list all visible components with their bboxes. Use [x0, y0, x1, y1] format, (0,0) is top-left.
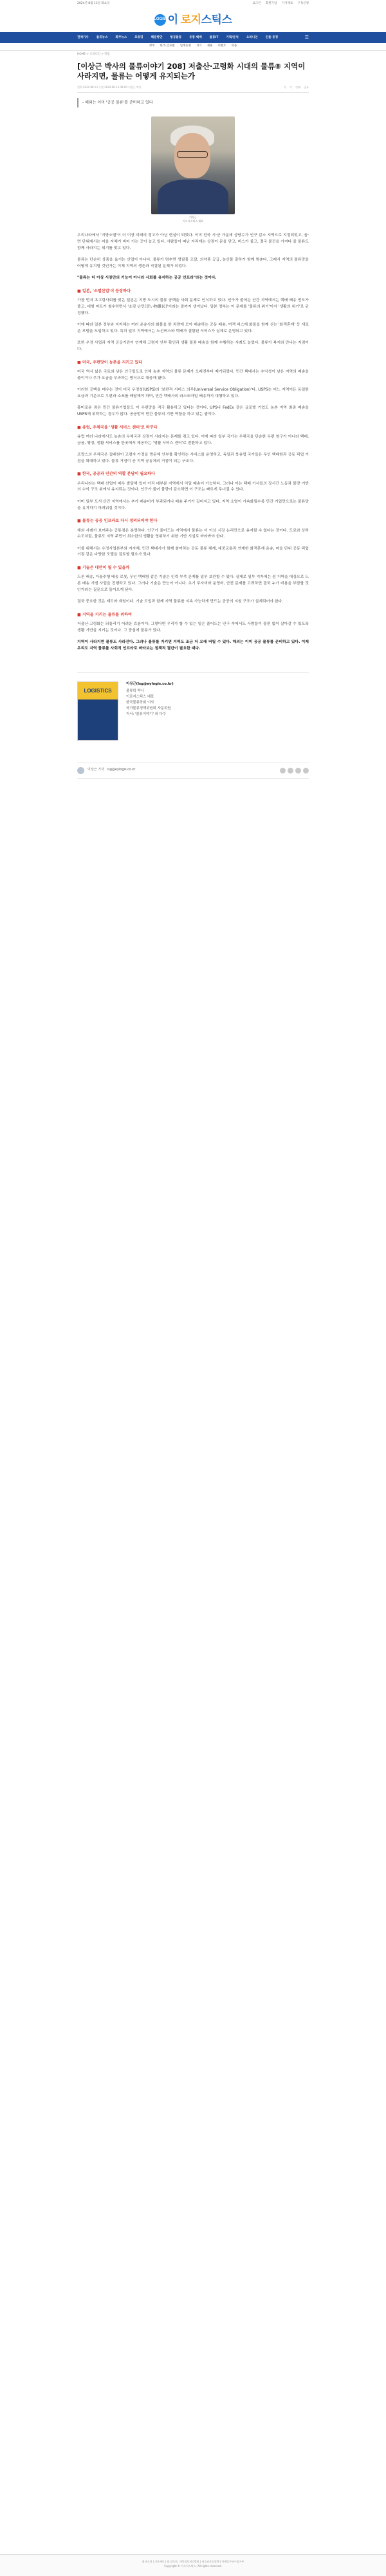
- share-button[interactable]: 공유: [304, 85, 309, 89]
- report-link[interactable]: 기사제보: [281, 1, 293, 5]
- bullet-icon: ■: [77, 360, 82, 365]
- nav-item[interactable]: 전체기사: [77, 35, 89, 39]
- nav-item[interactable]: 항공물류: [170, 35, 182, 39]
- paragraph: 저출산·고령화는 되돌리기 어려운 흐름이다. 그렇다면 우리가 할 수 있는 일은 줄어드는 인구 속에서도 사람들이 불편 없이 살아갈 수 있도록 생활 기반을 지키는 것이다. 그 중심에 물류가 있다.: [77, 622, 309, 633]
- site-logo[interactable]: [154, 12, 232, 28]
- subnav-item[interactable]: 제휴: [207, 44, 213, 48]
- subnav-item[interactable]: 피플: [231, 44, 237, 48]
- logo-mark: LOGIS: [154, 14, 166, 26]
- nav-item[interactable]: 오피니언: [246, 35, 258, 39]
- article-meta-info: 입력 2024.08.13 수정 2024.08.13 09:00 이상근 박사: [77, 85, 142, 89]
- section-heading: ■ 지역을 지키는 물류를 위하여: [77, 612, 132, 617]
- article-subtitle: - 해외는 이미 '공공 물류'를 준비하고 있다: [77, 98, 309, 107]
- logo-name: 이 로지스틱스: [167, 13, 232, 26]
- section-heading: ■ 일본, '소멸산업'이 등장하다: [77, 288, 131, 293]
- paragraph: 드론 배송, 자율주행 배송 로봇, 무인 택배함 같은 기술은 인력 부족 문제를 일부 보완할 수 있다. 실제로 일부 지자체는 섬 지역을 대상으로 드론 배송 시범 사업을 진행하고 있다. 그러나 기술은 만능이 아니다. 초기 투자비와 운영비, 안전 문제를 고려하면 결국 누가 비용을 부담할 것인가라는 질문으로 돌아오게 된다.: [77, 575, 309, 592]
- bullet-icon: ■: [77, 472, 82, 477]
- section-heading: ■ 한국, 공공과 민간의 역할 분담이 필요하다: [77, 472, 155, 477]
- nav-item[interactable]: 물류IT: [209, 35, 219, 39]
- author-name: 이상근(lsg@eylogis.co.kr): [126, 681, 174, 686]
- author-box: [77, 672, 309, 741]
- author-line: 한국물류학회 이사: [126, 700, 154, 705]
- paragraph: 이러한 공백을 메우는 것이 미국 우정청(USPS)의 '보편적 서비스 의무(Universal Service Obligation)'다. USPS는 어느 지역이든 동일한 요금과 기준으로 우편과 소포를 배달해야 하며, 민간 택배사의 라스트마일 배송까지 대행하고 있다.: [77, 388, 309, 398]
- nav-item[interactable]: 포워딩: [134, 35, 143, 39]
- section-heading: ■ 유럽, 우체국을 '생활 서비스 센터'로 바꾸다: [77, 425, 158, 430]
- paragraph: 지역이 사라지면 물류도 사라진다. 그러나 물류를 지키면 지역도 조금 더 오래 버틸 수 있다. 해외는 이미 공공 물류를 준비하고 있다. 이제 우리도 지역 물류를 사회적 인프라로 바라보는 정책적 결단이 필요한 때다.: [77, 640, 309, 651]
- bullet-icon: ■: [77, 565, 82, 570]
- kakao-icon[interactable]: [295, 768, 301, 774]
- paragraph: 우리나라에서 '지방소멸'이 더 이상 미래의 경고가 아닌 현실이 되었다. 이미 전국 시·군 가운데 상당수가 인구 감소 지역으로 지정되었고, 읍·면 단위에서는 마을 자체가 비어 가는 곳이 늘고 있다. 사람들이 떠난 자리에는 상점이 문을 닫고, 버스가 줄고, 결국 물건을 가져다 줄 물류도 함께 사라지는 위기를 맞고 있다.: [77, 234, 309, 250]
- print-button[interactable]: 인쇄: [295, 85, 300, 89]
- breadcrumb: HOME > 오피니언 > 칼럼: [77, 53, 110, 56]
- byline: [77, 763, 309, 779]
- nav-item[interactable]: 유통·택배: [189, 35, 202, 39]
- article-body: [77, 233, 309, 652]
- reporter-email[interactable]: lsg@eylogis.co.kr: [107, 768, 136, 772]
- login-link[interactable]: 로그인: [252, 1, 261, 5]
- reporter-name[interactable]: 이상근 기자: [87, 768, 104, 772]
- share-icons: [280, 768, 309, 774]
- top-links: [248, 2, 309, 6]
- author-line: 국가물류정책위원회 자문위원: [126, 706, 171, 710]
- paragraph: 해외 사례가 보여주는 공통점은 분명하다. 인구가 줄어드는 지역에서 물류는 더 이상 시장 논리만으로 유지될 수 없다는 것이다. 도로와 상하수도처럼, 물류도 지역 주민이 최소한의 생활을 영위하기 위한 기반 시설로 바라봐야 한다.: [77, 528, 309, 539]
- nav-item[interactable]: 해운항만: [151, 35, 163, 39]
- link-icon[interactable]: [303, 768, 309, 774]
- bullet-icon: ■: [77, 612, 82, 617]
- paragraph: 가장 먼저 초고령사회를 맞은 일본은 지방 도시의 물류 공백을 사회 문제로 인식하고 있다. 인구가 줄어든 산간 지역에서는 택배 배송 빈도가 줄고, 대형 마트가 철수하면서 '쇼핑 난민(買い物難民)'이라는 말까지 생겨났다. 일본 정부는 이 문제를 '물류의 위기'이자 '생활의 위기'로 규정했다.: [77, 299, 309, 315]
- paragraph: 흥미로운 점은 민간 물류기업들도 이 우편망을 적극 활용하고 있다는 것이다. UPS나 FedEx 같은 글로벌 기업도 농촌 지역 최종 배송을 USPS에 위탁하는 경우가 많다. 공공망이 민간 물류의 기반 역할을 하고 있는 셈이다.: [77, 406, 309, 416]
- bullet-icon: ■: [77, 425, 82, 430]
- author-line: 저서: '물류이야기' 외 다수: [126, 712, 166, 716]
- subnav-item[interactable]: 한국·글로벌: [160, 44, 175, 48]
- article-title: [이상근 박사의 물류이야기 208] 저출산·고령화 시대의 물류⑧ 지역이 사라지면, 물류는 어떻게 유지되는가: [77, 61, 306, 81]
- subnav-item[interactable]: 정부: [149, 44, 155, 48]
- author-line: 물류학 박사: [126, 689, 144, 693]
- paragraph: 물류는 단순히 상품을 옮기는 산업이 아니다. 물류가 멈추면 생필품 조달, 의약품 공급, 농산물 출하가 함께 멈춘다. 그래서 지역의 물류망을 어떻게 유지할 것인가는 이제 지역의 생존과 직결된 문제가 되었다.: [77, 258, 309, 268]
- nav-item[interactable]: 인물·동정: [265, 35, 279, 39]
- bullet-icon: ■: [77, 288, 82, 293]
- paragraph: 프랑스의 우체국은 집배원이 고령자 가정을 방문해 안부를 확인하는 서비스를 운영하고, 독일과 북유럽 국가들은 무인 택배함과 공동 픽업 거점을 확대하고 있다. 물류 거점이 곧 지역 공동체의 거점이 되는 구조다.: [77, 453, 309, 463]
- nav-item[interactable]: 화주뉴스: [115, 35, 127, 39]
- twitter-icon[interactable]: [288, 768, 293, 774]
- paragraph: "물류는 더 이상 시장만의 기능이 아니라 사회를 유지하는 공공 인프라"라는 것이다.: [77, 276, 217, 281]
- sub-nav: [0, 43, 386, 51]
- paragraph: 이미 일부 도서·산간 지역에서는 추가 배송비가 부과되거나 배송 주기가 길어지고 있다. 지역 소멸이 가속화될수록 민간 기업만으로는 물류망을 유지하기 어려워질 것이다.: [77, 499, 309, 510]
- copyright: Copyright © 이로지스틱스. All rights reserved.: [164, 2564, 222, 2568]
- paragraph: 결국 중요한 것은 제도와 재원이다. 기술 도입과 함께 지역 물류를 지속 가능하게 만드는 공공의 지원 구조가 설계되어야 한다.: [77, 600, 284, 604]
- article: [77, 62, 309, 779]
- subnav-item[interactable]: 이벤트: [217, 44, 226, 48]
- author-line: 이로지스틱스 대표: [126, 694, 154, 699]
- article-tools: [281, 86, 309, 89]
- font-size-down-button[interactable]: 가: [283, 85, 286, 89]
- paragraph: 우리나라는 택배 산업이 매우 발달해 있어 아직 대부분 지역에서 익일 배송이 가능하다. 그러나 이는 택배 기사들의 장시간 노동과 물량 기반의 수익 구조 위에서 유지되는 것이다. 인구가 줄어 물량이 감소하면 이 구조는 빠르게 무너질 수 있다.: [77, 481, 309, 492]
- font-size-up-button[interactable]: 가: [290, 85, 292, 89]
- book-title: LOGISTICS: [84, 687, 112, 694]
- section-heading: ■ 미국, 우편망이 농촌을 지키고 있다: [77, 360, 143, 365]
- bullet-icon: ■: [77, 519, 82, 524]
- paragraph: 이를 위해서는 우정사업본부와 지자체, 민간 택배사가 함께 참여하는 공동 물류 체계, 대중교통과 연계한 화객혼재 운송, 마을 단위 공동 픽업 거점 같은 다양한 모델을 검토할 필요가 있다.: [77, 546, 309, 557]
- paragraph: 미국 역시 넓은 국토와 낮은 인구밀도로 인해 농촌 지역의 물류 문제가 오래전부터 제기되었다. 민간 택배사는 수익성이 낮은 지역의 배송을 줄이거나 추가 요금을 부과하는 방식으로 대응해 왔다.: [77, 369, 309, 380]
- article-meta: [77, 82, 309, 93]
- main-nav: [0, 32, 386, 43]
- book-cover: [77, 681, 118, 741]
- paragraph: 이에 따라 일본 정부와 지자체는 여러 운송사의 화물을 한 차량에 모아 배송하는 공동 배송, 여객 버스에 화물을 함께 싣는 '화객혼재' 등 새로운 모델을 도입하고 있다. 특히 일부 지역에서는 노선버스와 택배가 결합된 서비스가 실제로 운영되고 있다.: [77, 323, 309, 333]
- logo-row: [0, 8, 386, 32]
- author-info: [126, 681, 174, 741]
- nav-item[interactable]: 물류뉴스: [96, 35, 108, 39]
- top-bar: [0, 0, 386, 8]
- footer: [0, 2554, 386, 2576]
- reporter-avatar: [77, 767, 84, 774]
- footer-links[interactable]: 회사소개 | 기사제보 | 광고문의 | 개인정보처리방침 | 청소년보호정책 | 이메일무단수집거부: [142, 2560, 244, 2563]
- top-date: 2024년 8월 13일 화요일: [77, 1, 110, 5]
- section-heading: ■ 기술은 대안이 될 수 있을까: [77, 565, 130, 570]
- subnav-item[interactable]: 지식: [196, 44, 202, 48]
- paragraph: 유럽 여러 나라에서도 농촌의 우체국과 상점이 사라지는 문제를 겪고 있다. 이에 따라 일부 국가는 우체국을 단순한 우편 창구가 아니라 택배, 금융, 행정, 생활 서비스를 한곳에서 제공하는 '생활 서비스 센터'로 전환하고 있다.: [77, 434, 309, 445]
- paragraph: 또한 우정 사업과 지역 공공기관이 연계해 고령자 안부 확인과 생활 물품 배송을 함께 수행하는 사례도 늘었다. 물류가 복지와 만나는 지점이다.: [77, 341, 309, 351]
- photo-caption: 이상근 이로지스틱스 대표: [182, 216, 204, 223]
- nav-item[interactable]: 기획/분석: [226, 35, 239, 39]
- section-heading: ■ 물류는 공공 인프라로 다시 정의되어야 한다: [77, 519, 158, 524]
- author-photo: [151, 116, 235, 214]
- facebook-icon[interactable]: [280, 768, 286, 774]
- subscribe-link[interactable]: 구독신청: [297, 1, 309, 5]
- signup-link[interactable]: 회원가입: [265, 1, 277, 5]
- menu-icon[interactable]: ☰: [304, 35, 309, 41]
- subnav-item[interactable]: 업계동향: [179, 44, 192, 48]
